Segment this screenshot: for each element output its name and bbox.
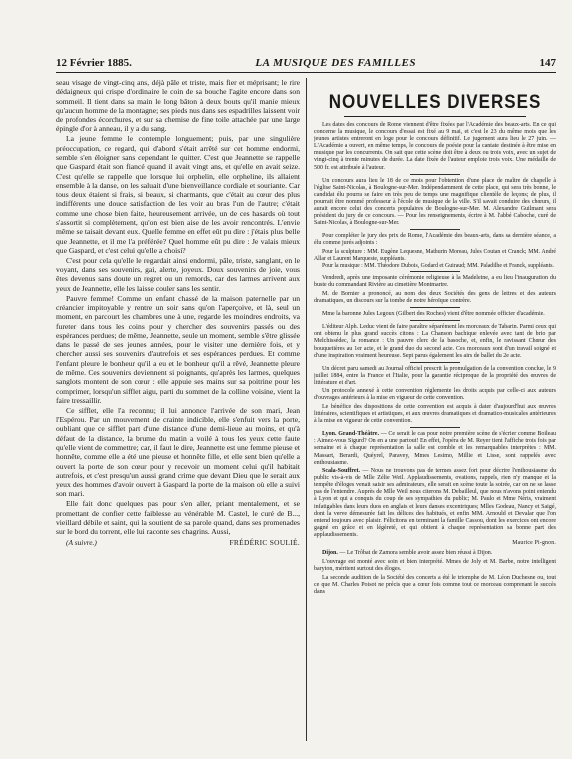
section-title: NOUVELLES DIVERSES xyxy=(328,90,542,113)
item-separator xyxy=(410,320,460,321)
item-separator xyxy=(410,174,460,175)
correspondent-signature: Maurice Pi-gnon. xyxy=(512,540,556,547)
dijon-text: — Le Trôbat de Zamora semble avoir assez bien réussi à Dijon. xyxy=(339,550,493,557)
lyon-label: Lyon. Grand-Théâtre. xyxy=(322,431,379,438)
column-divider xyxy=(306,78,307,741)
item-separator xyxy=(410,427,460,428)
news-item: Un décret paru samedi au Journal officiel prescrit la promulgation de la convention conclue, le 9 juillet 1884, entre la France et l'Italie, pour la garantie réciproque de la propriété des œuvres de littérature et d'art. xyxy=(314,365,556,386)
page-number: 147 xyxy=(539,57,556,69)
header-rule xyxy=(56,72,556,73)
story-author: FRÉDÉRIC SOULIÉ. xyxy=(229,537,300,547)
item-separator xyxy=(410,229,460,230)
news-item: Un protocole annexé à cette convention règlemente les droits acquis par celle-ci aux auteurs d'ouvrages antérieurs à la mise en vigueur de cette convention. xyxy=(314,388,556,402)
feuilleton-column xyxy=(56,78,300,741)
news-item: L'ouvrage est monté avec soin et bien interprété. Mmes de Joly et M. Barbe, notre intelligent baryton, méritent surtout des éloges. xyxy=(314,558,556,573)
story-paragraph: Ce sifflet, elle l'a reconnu; il lui annonce l'arrivée de son mari, Jean l'Espérou. Par un mouvement de crainte indicible, elle s'enfuit vers la porte, oubliant que ce sifflet part d'une distance d'une demi-lieue au moins, et qu'à défaut de la distance, la brume du matin a voilé à tous les yeux cette faute qu'elle vient de commettre; car, il faut le dire, Jeannette est une femme pieuse et honnête, comme elle a été une pieuse et honnête fille, et elle sent bien qu'elle a ouvert la porte de son cœur pour y recevoir un moment celui qu'il habitait autrefois, et c'est presqu'un aussi grand crime que devant Dieu que le serait aux yeux des hommes d'avoir ouvert à Gaspard la porte de la maison où elle a suivi son mari. xyxy=(56,405,300,499)
news-item: Pour compléter le jury des prix de Rome, l'Académie des beaux-arts, dans sa dernière séance, a élu comme jurés adjoints : xyxy=(314,233,556,247)
page-header xyxy=(56,56,556,70)
news-item-lyon xyxy=(314,431,556,466)
news-item: M. de Bornier a prononcé, au nom des deux Sociétés des gens de lettres et des auteurs dramatiques, un discours sur la tombe de notre héroïque contrère. xyxy=(314,290,556,305)
news-item: La seconde audition de la Société des concerts a été le triomphe de M. Léon Duchesne ou, tout ce que M. Charles Poisot ne précis que a cœur fois comme tout ce morceau comprenant le succès dans xyxy=(314,574,556,595)
section-title-rule xyxy=(344,116,526,117)
news-item: Pour la sculpture : MM. Eugène Lequesne, Mathurin Moreau, Jules Coutan et Cranck; MM. André Allar et Laurent Marqueste, suppléants. xyxy=(314,248,556,262)
news-item: Mme la baronne Jules Legoux (Gilbert des Roches) vient d'être nommée officier d'académie. xyxy=(322,311,545,318)
news-item: L'éditeur Alph. Leduc vient de faire paraître séparément les morceaux de Tabarin. Parmi ceux qui ont obtenu le plus grand succès citons : La Chanson bachique enlevée avec tant de brio par Melchissédec, la romance : Un pauvre clerc de la basoche, et, enfin, le ravissant Chœur des bouquetières au 1er acte, et le grand duo du second acte. Ces morceaux sont d'un travail soigné et d'une inspiration vraiment heureuse. Sept parus également les airs de ballet du 2e acte. xyxy=(314,324,556,359)
story-paragraph: seau visage de vingt-cinq ans, déjà pâle et triste, mais fier et méprisant; le rire dédaigneux qui crispe d'ordinaire le coin de sa bouche l'agite encore dans son sommeil. Il tient dans sa main le long bâton à deux bouts qu'il manie mieux qu'aucun homme de la montagne; ses pieds nus dans ses espadrilles laissent voir de profondes écorchures, et sur sa chemise de fine toile attachée par une large épingle d'or à anneau, il y a du sang. xyxy=(56,78,300,134)
story-paragraph: Elle fait donc quelques pas pour s'en aller, priant mentalement, et se promettant de confier cette faiblesse au vénérable M. Castel, le curé de B..., vieillard débile et saint, qui la soutient de sa parole quand, dans ses promenades sur le bord du torrent, elle lui raconte ses chagrins. Aussi, xyxy=(56,499,300,537)
news-column xyxy=(314,78,556,741)
publication-title: LA MUSIQUE DES FAMILLES xyxy=(255,57,416,69)
story-signature-row xyxy=(56,538,300,547)
story-paragraph: Pauvre femme! Comme un enfant chassé de la maison paternelle par un créancier impitoyable y rentre un soir sans qu'on l'aperçoive, et là, seul un moment, en parcourt les chambres une à une, regarde les moindres endroits, va fureter dans tous les coins pour y chercher des souvenirs passés ou des espérances perdues; de même, Jeannette, seule un moment, semble s'être glissée dans le passé de ses jeunes années, pour le visiter une dernière fois, et y chercher aussi ses souvenirs d'autrefois et ses espérances perdues. Et comme l'enfant pleure le bonheur qu'il a eu et le bonheur qu'il a rêvé, Jeannette pleure de même. Ces souvenirs deviennent si poignants, qu'après les larmes, quelques sanglots montent de son cœur : elle appuie ses mains sur sa poitrine pour les comprimer, lorsqu'un sifflet aigu, parti du sommet de la colline voisine, vient la faire tressaillir. xyxy=(56,293,300,405)
item-separator xyxy=(410,362,460,363)
issue-date: 12 Février 1885. xyxy=(56,57,132,69)
scala-text: — Nous ne trouvons pas de termes assez fort pour décrire l'enthousiasme du public vis-à-vis de Mlle Zélie Weil. Applaudissements, ovations, rappels, rien n'y manque et la tempête d'éloges venait saisir ses admirateurs, elle serait en scène toute la soirée, car on ne se lasse pas de l'entendre. Auprès de Mlle Weil nous citerons M. Debailleul, que nous n'avons point entendu à Lyon et qui a conquis du coup de ses sympathies du public; M. Paulo et Mme Néris, vraiment infatigables dans leurs duos en anglais et leurs danses excentriques; Mlles Godeau, Nancy et Saigé, dont la verve démesurée fait les délices des habitués, et enfin MM. Arnould et Devalar que l'on entend toujours avec plaisir. Félicitons en terminant la famille Cassou, dont les exercices ont encore gagné en grâce et en légèreté, et qui obtient à chaque représentation sa bonne part des applaudissements. xyxy=(314,468,556,538)
story-paragraph: La jeune femme le contemple longuement; puis, par une singulière préoccupation, ce regard, qui d'abord s'était arrêté sur cet homme endormi, semble s'en éloigner sans cependant le quitter. C'est que Jeannette se rappelle que Gaspard était son fiancé quand il avait vingt ans, et qu'elle en avait seize. C'est qu'elle se rappelle que lorsque lui orphelin, elle orpheline, ils allaient ensemble à la danse, on les saluait d'une bienveillance cordiale et souriante. Car tous deux étaient si frais, si beaux, si charmants, que c'était au cœur des plus indifférents une douce satisfaction de les voir au bras l'un de l'autre; c'était comme une chose bien faite, heureusement arrivée, un de ces hasards où tout s'assortit si complètement, qu'on est bien aise de les avoir rencontrés. L'envie même se taisait devant eux. Quelle femme en effet eût pu dire : j'étais plus belle que Jeannette, et il me l'a préférée? Quel homme eût pu dire : Je valais mieux que Gaspard, et c'est celui qu'elle a choisi? xyxy=(56,134,300,255)
news-item: Un concours aura lieu le 18 de ce mois pour l'obtention d'une place de maître de chapelle à l'église Saint-Nicolas, à Boulogne-sur-Mer. Indépendamment de cette place, qui sera très bonne, le candidat élu pourra se faire en très peu de temps une magnifique clientèle de leçons; de plus, il pourrait être nommé professeur à l'école de musique de la ville. S'il savait conduire des chœurs, il aurait encore celui des concerts populaires de Boulogne-sur-Mer. M. Alexandre Guilmant sera président du jury de ce concours. — Pour les renseignements, écrire à M. l'abbé Caboche, curé de Saint-Nicolas, à Boulogne-sur-Mer. xyxy=(314,177,556,227)
item-separator xyxy=(410,271,460,272)
news-item-scala xyxy=(314,468,556,539)
story-paragraph: C'est pour cela qu'elle le regardait ainsi endormi, pâle, triste, sanglant, en le voyant, dans ses souvenirs, gai, alerte, joyeux. Doux souvenirs de joie, vous êtes devenus sans doute un regret ou un remords, car des larmes arrivent aux yeux de Jeannette, elle les laisse couler sans les sentir. xyxy=(56,255,300,293)
news-item: Vendredi, après une imposante cérémonie religieuse à la Madeleine, a eu lieu l'inauguration du buste du commandant Rivière au cimetière Montmartre. xyxy=(314,275,556,289)
news-item: Pour la musique : MM. Théodore Dubois, Godard et Guiraud; MM. Paladilhe et Franck, suppléants. xyxy=(322,262,554,269)
scala-label: Scala-Souffret. xyxy=(322,468,361,475)
news-item: Les dates des concours de Rome viennent d'être fixées par l'Académie des beaux-arts. En ce qui concerne la musique, le concours d'essai est fixé au 9 mai, et c'est le 23 du même mois que les jeunes artistes entreront en loge pour le concours définitif. Le jugement aura lieu le 27 juin. — L'Académie a ouvert, en même temps, le concours de poésie pour la cantate destinée à être mise en musique par les concurrents. On sait que cette scène doit être à deux ou trois voix, avec un sujet de vingt-cinq à trente minutes de durée. La date fixée de l'auteur emploie trois voix. Une médaille de 500 fr. est attribuée à l'auteur. xyxy=(314,122,556,171)
news-item: Le bénéfice des dispositions de cette convention est acquis à dater d'aujourd'hui aux œuvres littéraires, scientifiques et artistiques, et aux œuvres dramatiques et dramatico-musicales antérieures à la mise en vigueur de cette convention. xyxy=(314,403,556,425)
lyon-text: — Ce serait le cas pour notre première scène de s'écrier comme Boileau : Aimez-vous Sigurd? On en a une partout! En effet, l'opéra de M. Reyer tient l'affiche trois fois par semaine et à chaque représentation la salle est comble et les remarquables interprètes : MM. Massart, Berardi, Quéyrel, Paravey, Mmes Lesimo, Millie et Lisse, sont rappelés avec enthousiasme. xyxy=(314,431,556,466)
news-item-dijon xyxy=(314,550,556,557)
dijon-label: Dijon. xyxy=(322,550,338,557)
item-separator xyxy=(410,307,460,308)
to-be-continued: (A suivre.) xyxy=(66,537,97,547)
